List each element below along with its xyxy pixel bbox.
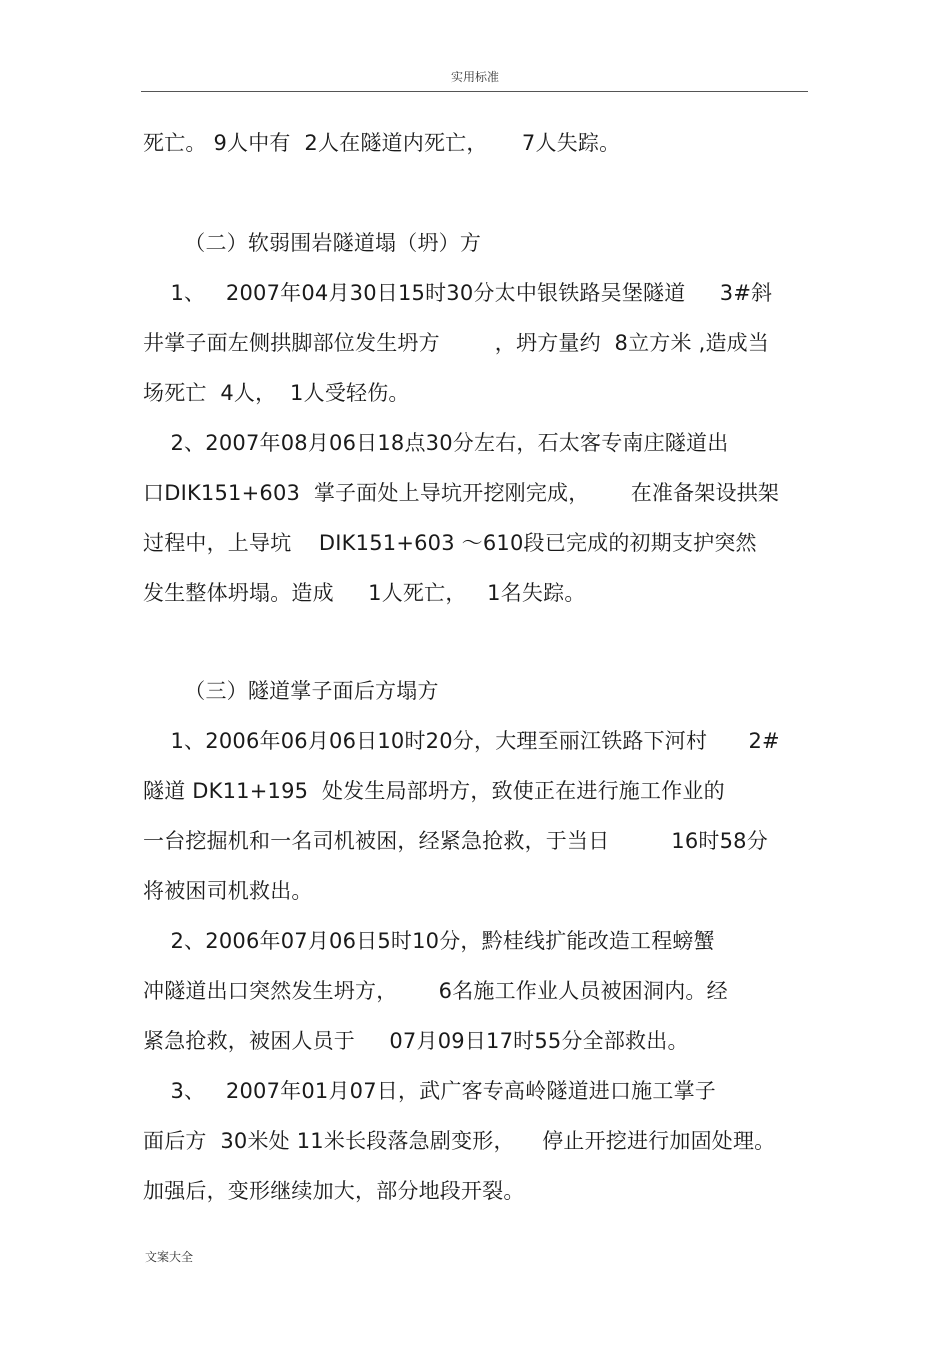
text-line: 场死亡 4人， 1人受轻伤。	[143, 381, 410, 405]
text-line: 1、 2007年04月30日15时30分太中银铁路吴堡隧道 3#斜	[143, 281, 773, 305]
text-line: 加强后，变形继续加大，部分地段开裂。	[143, 1179, 525, 1203]
text-line: 将被困司机救出。	[143, 879, 313, 903]
page-header: 实用标准	[450, 70, 499, 84]
text-line: 紧急抢救，被困人员于 07月09日17时55分全部救出。	[143, 1029, 689, 1053]
text-line: 过程中，上导坑 DIK151+603 ～610段已完成的初期支护突然	[143, 531, 757, 555]
text-line: 1、2006年06月06日10时20分，大理至丽江铁路下河村 2#	[143, 729, 780, 753]
text-line: 发生整体坍塌。造成 1人死亡， 1名失踪。	[143, 581, 586, 605]
text-line: 口DIK151+603 掌子面处上导坑开挖刚完成， 在准备架设拱架	[143, 481, 780, 505]
text-line: 井掌子面左侧拱脚部位发生坍方 ，坍方量约 8立方米 ,造成当	[143, 331, 770, 355]
text-line: 3、 2007年01月07日，武广客专高岭隧道进口施工掌子	[143, 1079, 716, 1103]
section-heading: （三）隧道掌子面后方塌方	[143, 679, 439, 703]
text-line: 面后方 30米处 11米长段落急剧变形， 停止开挖进行加固处理。	[143, 1129, 776, 1153]
page-footer: 文案大全	[145, 1250, 194, 1264]
text-line: 隧道 DK11+195 处发生局部坍方，致使正在进行施工作业的	[143, 779, 725, 803]
section-heading: （二）软弱围岩隧道塌（坍）方	[143, 231, 482, 255]
header-rule	[141, 91, 808, 92]
text-line: 死亡。 9人中有 2人在隧道内死亡， 7人失踪。	[143, 131, 621, 155]
text-line: 一台挖掘机和一名司机被困，经紧急抢救，于当日 16时58分	[143, 829, 768, 853]
text-line: 2、2006年07月06日5时10分，黔桂线扩能改造工程螃蟹	[143, 929, 715, 953]
text-line: 冲隧道出口突然发生坍方， 6名施工作业人员被困洞内。经	[143, 979, 728, 1003]
text-line: 2、2007年08月06日18点30分左右，石太客专南庄隧道出	[143, 431, 729, 455]
